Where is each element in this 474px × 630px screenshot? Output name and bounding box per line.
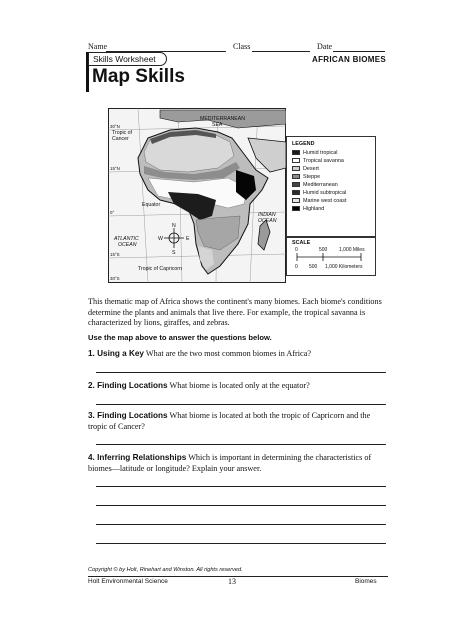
legend-label: Steppe (303, 173, 321, 180)
page-number: 13 (228, 577, 236, 586)
legend-swatch (292, 158, 300, 163)
map-legend (286, 136, 376, 238)
compass-n: N (172, 223, 176, 229)
lat-30n: 30°N (110, 124, 120, 129)
question-1-text: What are the two most common biomes in Africa? (145, 349, 311, 358)
label-sea: SEA (212, 122, 223, 128)
date-label: Date (317, 42, 333, 51)
answer-line-4a[interactable] (96, 486, 386, 487)
map-scale (286, 236, 376, 276)
scale-miles-1000: 1,000 Miles (339, 247, 365, 253)
legend-swatch (292, 174, 300, 179)
label-indian-1: INDIAN (258, 212, 276, 218)
name-label: Name (88, 42, 108, 51)
page-title: Map Skills (92, 66, 185, 87)
worksheet-tab: Skills Worksheet (88, 52, 167, 66)
question-3-label: 3. Finding Locations (88, 411, 168, 420)
label-tropic-cancer-1: Tropic of (112, 130, 132, 136)
compass-w: W (158, 236, 163, 242)
topic-heading: AFRICAN BIOMES (312, 55, 386, 64)
legend-swatch (292, 198, 300, 203)
legend-label: Humid subtropical (303, 189, 347, 196)
legend-item (292, 189, 375, 196)
label-tropic-capricorn: Tropic of Capricorn (138, 266, 182, 272)
copyright: Copyright © by Holt, Rinehart and Winston. All rights reserved. (88, 567, 243, 573)
scale-miles-0: 0 (295, 247, 298, 253)
instructions: Use the map above to answer the questions below. (88, 333, 272, 342)
question-4 (88, 452, 388, 474)
legend-item (292, 149, 375, 156)
lat-15s: 15°S (110, 252, 120, 257)
question-2-text: What biome is located only at the equator? (169, 381, 310, 390)
answer-line-4b[interactable] (96, 505, 386, 506)
answer-line-4d[interactable] (96, 543, 386, 544)
label-mediterranean: MEDITERRANEAN (200, 116, 245, 122)
legend-label: Desert (303, 165, 319, 172)
legend-item (292, 157, 375, 164)
compass-e: E (186, 236, 190, 242)
scale-km-500: 500 (309, 264, 318, 270)
legend-label: Mediterranean (303, 181, 338, 188)
label-tropic-cancer-2: Cancer (112, 136, 129, 142)
question-4-label: 4. Inferring Relationships (88, 453, 187, 462)
section-name: Biomes (355, 578, 377, 585)
question-3 (88, 410, 388, 432)
question-2 (88, 380, 388, 391)
question-1-label: 1. Using a Key (88, 349, 144, 358)
scale-km-0: 0 (295, 264, 298, 270)
publisher: Holt Environmental Science (88, 578, 168, 585)
legend-swatch (292, 150, 300, 155)
answer-line-1[interactable] (96, 372, 386, 373)
scale-title: SCALE (292, 240, 311, 246)
answer-line-2[interactable] (96, 404, 386, 405)
label-indian-2: OCEAN (258, 218, 277, 224)
legend-item (292, 197, 375, 204)
legend-title: LEGEND (292, 141, 315, 147)
footer-rule (88, 576, 388, 577)
legend-label: Tropical savanna (303, 157, 344, 164)
lat-15n: 15°N (110, 166, 120, 171)
legend-item (292, 181, 375, 188)
intro-paragraph: This thematic map of Africa shows the continent's many biomes. Each biome's conditions determine the plants and animals that live there. For example, the tropical savanna is characterized by lions, giraffes, and zebras. (88, 297, 382, 327)
africa-map (108, 108, 286, 283)
lat-0: 0° (110, 210, 115, 215)
compass-s: S (172, 250, 176, 256)
legend-label: Humid tropical (303, 149, 338, 156)
legend-item (292, 205, 375, 212)
question-1 (88, 348, 388, 359)
legend-swatch (292, 166, 300, 171)
legend-item (292, 165, 375, 172)
legend-label: Marine west coast (303, 197, 347, 204)
question-4-text: Which is important in determining the characteristics of biomes—latitude or longitude? Explain your answer. (88, 453, 372, 473)
lat-30s: 30°S (110, 276, 120, 281)
date-field[interactable] (333, 51, 385, 52)
legend-swatch (292, 182, 300, 187)
answer-line-3[interactable] (96, 444, 386, 445)
label-atlantic-2: OCEAN (118, 242, 137, 248)
legend-item (292, 173, 375, 180)
question-3-text: What biome is located at both the tropic of Capricorn and the tropic of Cancer? (88, 411, 371, 431)
label-atlantic-1: ATLANTIC (114, 236, 139, 242)
scale-bar (287, 245, 373, 271)
legend-label: Highland (303, 205, 325, 212)
legend-swatch (292, 206, 300, 211)
scale-km-1000: 1,000 Kilometers (325, 264, 363, 270)
scale-miles-500: 500 (319, 247, 328, 253)
legend-swatch (292, 190, 300, 195)
answer-line-4c[interactable] (96, 524, 386, 525)
question-2-label: 2. Finding Locations (88, 381, 168, 390)
class-label: Class (233, 42, 251, 51)
label-equator: Equator (142, 202, 161, 208)
class-field[interactable] (252, 51, 310, 52)
